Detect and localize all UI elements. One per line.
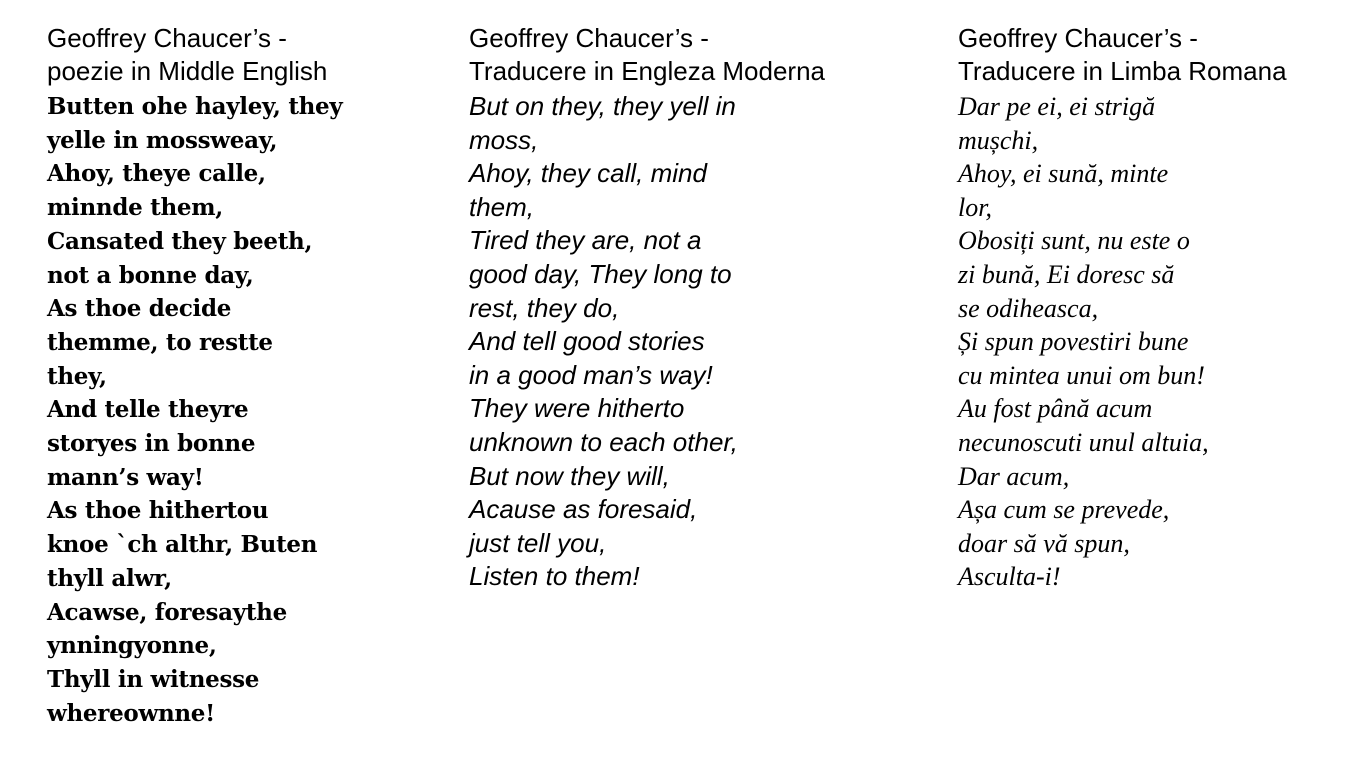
poem-line: But now they will, <box>469 460 670 491</box>
poem-line: And telle theyre <box>47 396 249 424</box>
column-heading <box>469 22 939 88</box>
poem-line: not a bonne day, <box>47 261 254 289</box>
poem-line: Cansated they beeth, <box>47 227 313 255</box>
romanian-column <box>958 22 1358 594</box>
column-heading <box>47 22 447 88</box>
poem-line: Listen to them! <box>469 561 640 592</box>
poem-line: Ahoy, they call, mind <box>469 158 707 189</box>
poem-line: ynningyonne, <box>47 632 217 660</box>
poem-line: Asculta-i! <box>958 562 1061 592</box>
poem-line: Așa cum se prevede, <box>958 495 1170 525</box>
poem-line: Acawse, foresaythe <box>47 598 287 626</box>
poem-line: knoe `ch althr, Buten <box>47 531 318 559</box>
poem-line: necunoscuti unul altuia, <box>958 427 1209 457</box>
poem-line: moss, <box>469 124 539 155</box>
poem-line: Și spun povestiri bune <box>958 327 1189 357</box>
poem-line: in a good man’s way! <box>469 359 713 390</box>
poem-line: storyes in bonne <box>47 430 256 458</box>
poem-line: Dar acum, <box>958 461 1070 491</box>
poem-line: thyll alwr, <box>47 564 172 592</box>
poem-line: Thyll in witnesse <box>47 665 260 693</box>
poem-line: They were hitherto <box>469 393 685 424</box>
poem-line: cu mintea unui om bun! <box>958 360 1205 390</box>
poem-line: zi bună, Ei doresc să <box>958 259 1175 289</box>
poem-line: As thoe decide <box>47 295 232 323</box>
modern-english-poem <box>469 90 939 594</box>
heading-line-title: Traducere in Engleza Moderna <box>469 56 826 86</box>
heading-line-author: Geoffrey Chaucer’s - <box>47 23 287 53</box>
poem-line: minnde them, <box>47 194 223 222</box>
heading-line-author: Geoffrey Chaucer’s - <box>958 23 1198 53</box>
poem-line: Acause as foresaid, <box>469 494 698 525</box>
poem-line: As thoe hithertou <box>47 497 269 525</box>
middle-english-poem <box>47 90 447 730</box>
poem-line: whereownne! <box>47 699 215 727</box>
poem-line: And tell good stories <box>469 326 705 357</box>
middle-english-column <box>47 22 447 730</box>
modern-english-column <box>469 22 939 594</box>
romanian-poem <box>958 90 1358 594</box>
poem-line: Ahoy, theye calle, <box>47 160 266 188</box>
heading-line-title: poezie in Middle English <box>47 56 328 86</box>
poem-line: them, <box>469 191 535 222</box>
poem-line: unknown to each other, <box>469 426 738 457</box>
heading-line-author: Geoffrey Chaucer’s - <box>469 23 709 53</box>
poem-line: But on they, they yell in <box>469 91 736 121</box>
poem-line: Ahoy, ei sună, minte <box>958 159 1169 189</box>
poem-line: doar să vă spun, <box>958 528 1130 558</box>
poem-line: mușchi, <box>958 125 1039 155</box>
column-heading <box>958 22 1358 88</box>
poem-line: rest, they do, <box>469 292 620 323</box>
poem-line: themme, to restte <box>47 328 273 356</box>
poem-line: Dar pe ei, ei strigă <box>958 92 1156 121</box>
poem-line: Au fost până acum <box>958 394 1153 424</box>
poem-line: Tired they are, not a <box>469 225 702 256</box>
poem-line: they, <box>47 362 107 390</box>
poem-line: yelle in mossweay, <box>47 126 278 154</box>
poem-line: just tell you, <box>469 527 607 558</box>
poem-line: good day, They long to <box>469 258 732 289</box>
poem-line: lor, <box>958 192 992 222</box>
poem-line: Obosiți sunt, nu este o <box>958 226 1190 256</box>
poem-line: se odiheasca, <box>958 293 1099 323</box>
poem-line: mann’s way! <box>47 463 204 491</box>
heading-line-title: Traducere in Limba Romana <box>958 56 1287 86</box>
poem-line: Butten ohe hayley, they <box>47 93 343 120</box>
